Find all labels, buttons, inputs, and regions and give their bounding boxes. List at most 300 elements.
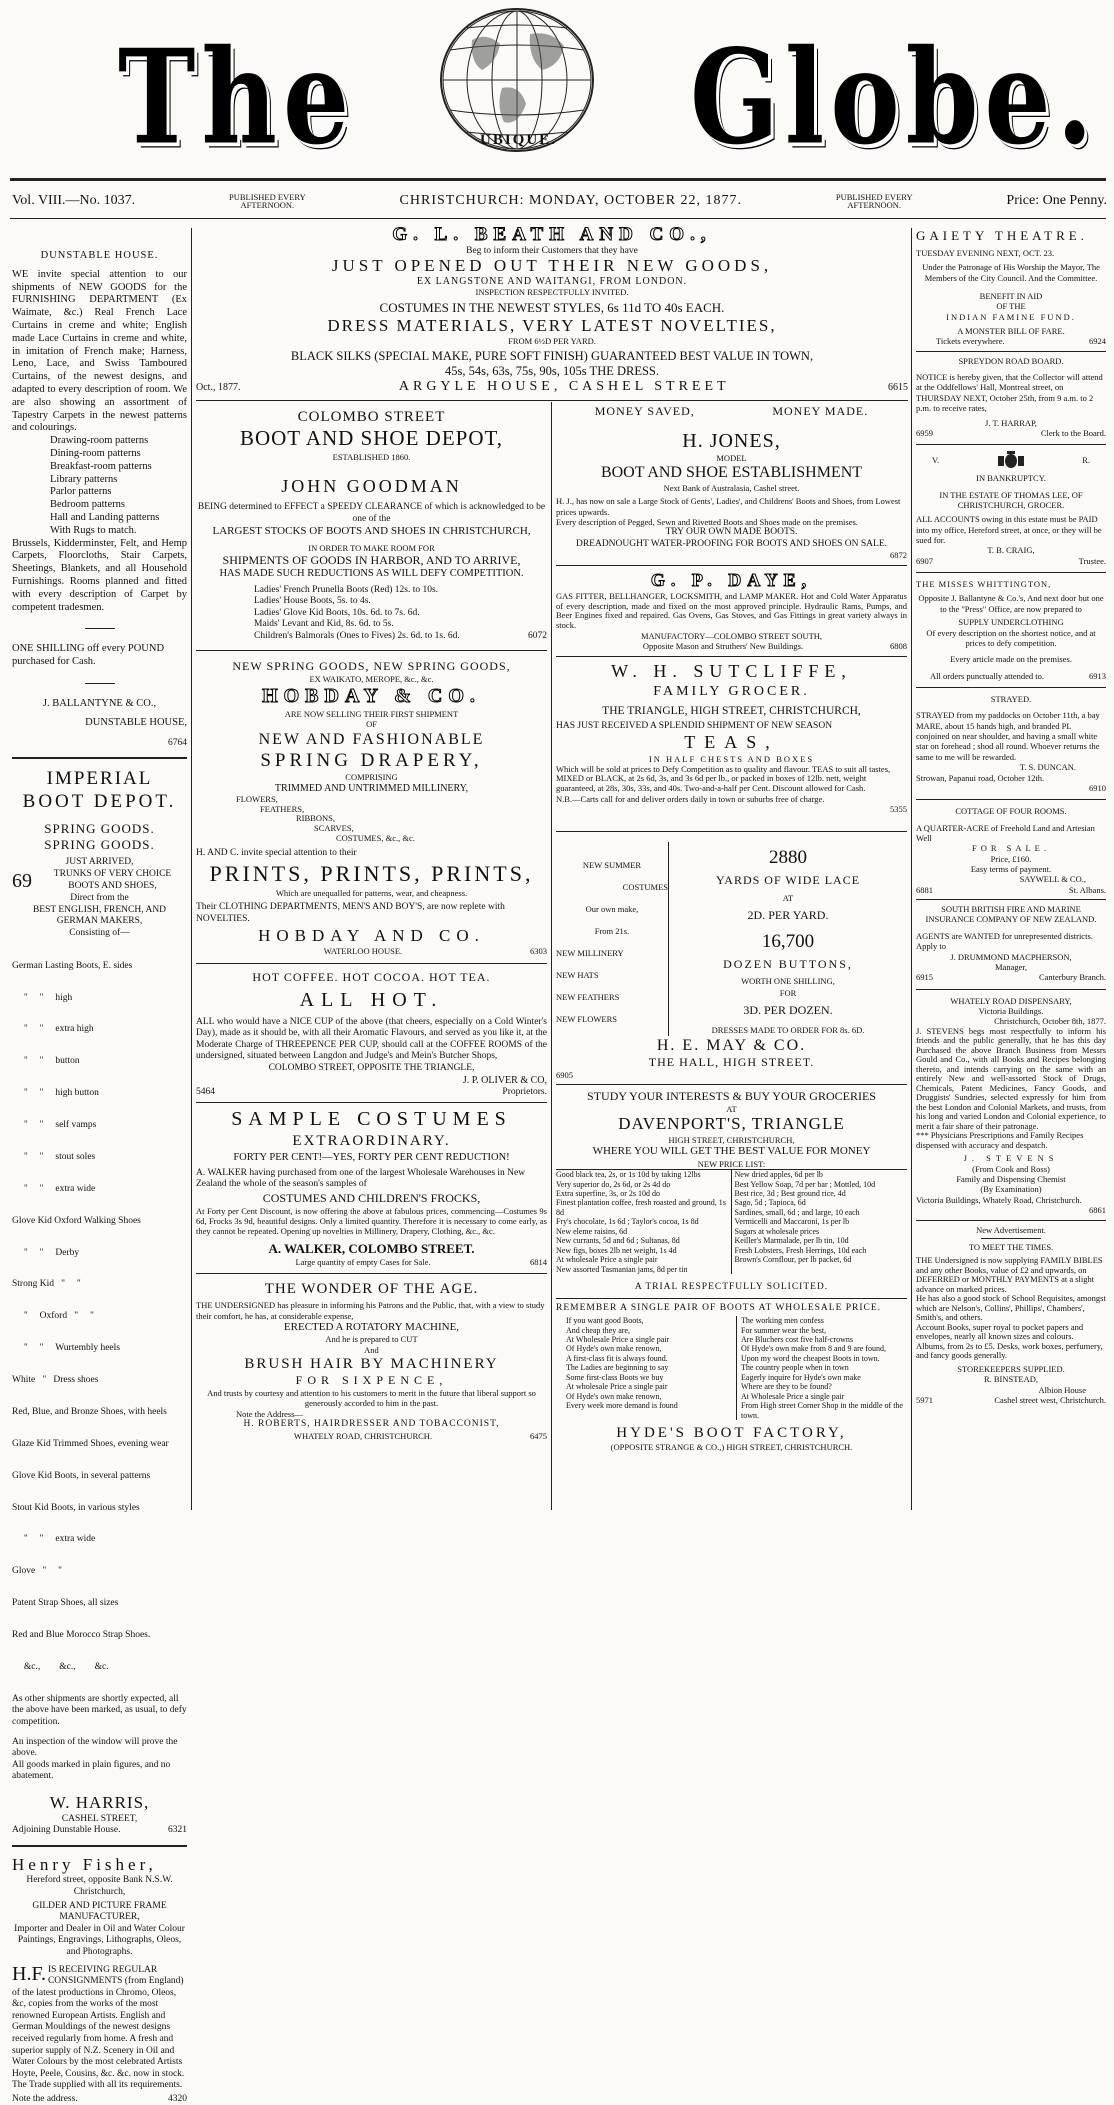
davenport-study: STUDY YOUR INTERESTS & BUY YOUR GROCERIES <box>587 1089 876 1104</box>
imperial-direct: Direct from the <box>70 893 129 904</box>
daye-opp: Opposite Mason and Struthers' New Buildings. <box>642 641 804 652</box>
list-item: Glove Kid Boots, in several patterns <box>12 1470 151 1481</box>
may-item: NEW MILLINERY <box>556 947 624 958</box>
oliver-role: Proprietors. <box>502 1086 547 1097</box>
oliver-body: ALL who would have a NICE CUP of the above (that cheers, especially on a Cold Winter's Day), made as it should be, with all their Aromatic Flavours, and served as you like it, at the Moderate Charge of THREEPENCE PER CUP, should call at the COFFEE ROOMS of the undersigned, situated between Langdon and Judge's and Mein's Butcher Shops, <box>196 1016 547 1062</box>
price-item: Fresh Lobsters, Fresh Herrings, 10d each <box>734 1245 867 1255</box>
price-item: Sardines, small, 6d ; and large, 10 each <box>734 1207 860 1217</box>
roberts-note: Note the Address— <box>236 1408 304 1419</box>
pattern-item: Library patterns <box>50 473 118 485</box>
gaiety-fund: INDIAN FAMINE FUND. <box>946 311 1076 322</box>
imperial-note: As other shipments are shortly expected, all the above have been marked, as usual, to defy competition. <box>12 1693 187 1727</box>
roberts-brush: BRUSH HAIR BY MACHINERY <box>244 1356 499 1372</box>
column-1 <box>12 228 187 2104</box>
beath-advertisement <box>196 224 908 400</box>
whittington-footer <box>916 671 1106 681</box>
beath-silks: BLACK SILKS (SPECIAL MAKE, PURE SOFT FINISH) GUARANTEED BEST VALUE IN TOWN, <box>290 349 814 363</box>
sutcliffe-body: Which will be sold at prices to Defy Competition as to quality and flavour. TEAS to suit all tastes, MIXED or BLACK, at 2s 6d, 3s, and 3s 6d per lb., or packed in boxes of 12lb. nett, weight guaranteed, at 28s, 30s, 33s, and 40s. Two-and-a-half per Cent. Discount allowed for Cash. <box>556 763 891 794</box>
gaiety-patronage: Under the Patronage of His Worship the Mayor, The Members of the City Council. And the Committee. <box>922 262 1100 283</box>
binstead-body-4: Albums, from 2s to £5. Desks, work boxes, perfumery, and fancy goods generally. <box>916 1340 1103 1361</box>
ad-ref: 6910 <box>1089 782 1106 793</box>
hobday-new: NEW AND FASHIONABLE <box>258 730 485 748</box>
goodman-name: JOHN GOODMAN <box>281 476 462 497</box>
strayed-heading: STRAYED. <box>990 694 1032 704</box>
gaiety-footer <box>916 336 1106 346</box>
beath-inspection: INSPECTION RESPECTFULLY INVITED. <box>475 287 629 297</box>
cottage-body: A QUARTER-ACRE of Freehold Land and Artesian Well <box>916 822 1095 843</box>
oliver-drinks: HOT COFFEE. HOT COCOA. HOT TEA. <box>252 969 491 984</box>
sutcliffe-teas: TEAS, <box>684 732 779 753</box>
section-rule <box>196 963 547 964</box>
hobday-of: OF <box>366 719 377 730</box>
ad-ref: 6321 <box>168 1825 187 1836</box>
stair-item: FEATHERS, <box>260 803 305 814</box>
list-item: Red and Blue Morocco Strap Shoes. <box>12 1630 151 1641</box>
poem-line: The Ladies are beginning to say <box>566 1363 669 1373</box>
price-item: Fry's chocolate, 1s 6d ; Taylor's cocoa, 1s 8d <box>556 1217 699 1227</box>
jones-dread: DREADNOUGHT WATER-PROOFING FOR BOOTS AND SHOES ON SALE. <box>575 538 888 549</box>
goodman-established: ESTABLISHED 1860. <box>332 451 411 462</box>
beath-dress: DRESS MATERIALS, VERY LATEST NOVELTIES, <box>327 316 777 335</box>
list-item: " " extra wide <box>12 1183 96 1194</box>
globe-icon <box>440 8 594 152</box>
price-item: Brown's Cornflour, per lb packet, 6d <box>734 1255 852 1265</box>
pattern-item: Bedroom patterns <box>50 499 125 511</box>
price-item: Extra superfine, 3s, or 2s 10d do <box>556 1189 660 1199</box>
goodman-made: HAS MADE SUCH REDUCTIONS AS WILL DEFY COMPETITION. <box>219 567 524 579</box>
cottage-addr: St. Albans. <box>1068 884 1106 895</box>
binstead-body-2: He has also a good stock of School Requisites, amongst which are Nelson's, Collins', Phillips', Chambers', Smith's, and others. <box>916 1293 1106 1323</box>
ad-ref: 6907 <box>916 555 933 566</box>
hyde-name: HYDE'S BOOT FACTORY, <box>616 1424 847 1441</box>
column-4 <box>916 228 1106 1508</box>
dunstable-patterns <box>12 435 187 537</box>
may-number-1: 2880 <box>769 846 807 868</box>
section-rule <box>916 799 1106 800</box>
fisher-receiving-block <box>12 1962 187 2092</box>
may-for: FOR <box>779 988 797 999</box>
section-rule <box>556 656 907 657</box>
stair-item: RIBBONS, <box>296 813 335 824</box>
ad-ref: 6072 <box>528 630 547 641</box>
column-rule <box>191 228 192 1510</box>
section-rule <box>916 899 1106 900</box>
may-item: NEW HATS <box>556 970 599 980</box>
fisher-heading: Henry Fisher, <box>12 1854 157 1874</box>
imperial-arrived: JUST ARRIVED, <box>65 857 134 868</box>
volume-number: Vol. VIII.—No. 1037. <box>12 193 136 208</box>
beath-date: Oct., 1877. <box>196 382 241 393</box>
oliver-footer <box>196 1087 547 1099</box>
may-item: From 21s. <box>594 925 630 936</box>
walker-body-2: At Forty per Cent Discount, is now offering the above at fabulous prices, commencing—Costumes 9s 6d, Frocks 3s 9d, beautiful designs. Only a limited quantity. Therefore it is necessary to come early, as they cannot be repeated. Opening up novelties in Millinery, Drapery, Clothing, &c., &c. <box>196 1205 547 1237</box>
spreydon-footer <box>916 428 1106 438</box>
imperial-heading-1: IMPERIAL <box>46 768 153 790</box>
poem-line: Eagerly inquire for Hyde's own make <box>741 1372 861 1382</box>
beath-prices: 45s, 54s, 63s, 75s, 90s, 105s THE DRESS. <box>444 364 660 378</box>
bankruptcy-r: R. <box>1082 455 1090 466</box>
price-item: Best Yellow Soap, 7d per bar ; Mottled, 10d <box>734 1179 876 1189</box>
goodman-colombo: COLOMBO STREET <box>297 409 446 425</box>
imperial-items <box>12 939 187 1693</box>
pattern-item: Parlor patterns <box>50 486 112 498</box>
section-rule <box>916 444 1106 445</box>
royal-crest-icon <box>994 451 1028 469</box>
jones-saved: MONEY SAVED, <box>594 404 695 418</box>
sutcliffe-nb: N.B.—Carts call for and deliver orders daily in town or suburbs free of charge. <box>556 793 825 804</box>
may-at: AT <box>782 893 794 904</box>
list-item-row <box>254 631 547 643</box>
section-rule <box>12 757 187 759</box>
dunstable-discount: ONE SHILLING off every POUND purchased for Cash. <box>12 643 165 668</box>
jones-name: H. JONES, <box>682 429 781 452</box>
spreydon-body: NOTICE is hereby given, that the Collector will attend at the Oddfellows' Hall, Montreal street, on THURSDAY NEXT, October 25th, from 9 a.m. to 2 p.m. to receive rates, <box>916 372 1103 414</box>
price-item: New currants, 5d and 6d ; Sultanas, 8d <box>556 1236 680 1246</box>
ad-ref: 6814 <box>529 1256 547 1267</box>
oliver-address: COLOMBO STREET, OPPOSITE THE TRIANGLE, <box>268 1062 475 1073</box>
may-left-list <box>556 842 669 1036</box>
published-note-right: PUBLISHED EVERY AFTERNOON. <box>835 191 913 210</box>
may-item: Our own make, <box>585 903 639 914</box>
binstead-body-3: Account Books, super royal to pocket papers and envelopes, nearly all known sizes and colours. <box>916 1321 1084 1342</box>
section-rule <box>916 572 1106 573</box>
spreydon-role: Clerk to the Board. <box>1040 427 1106 438</box>
goodman-items <box>196 585 547 643</box>
strayed-addr: Strowan, Papanui road, October 12th. <box>916 772 1045 783</box>
bankruptcy-v: V. <box>932 455 940 466</box>
ad-ref: 6615 <box>888 382 908 393</box>
ad-ref: 6959 <box>916 427 933 438</box>
beath-intro: Beg to inform their Customers that they have <box>466 246 638 256</box>
price-item: At wholesale Price a single pair <box>556 1255 658 1265</box>
walker-forty: FORTY PER CENT!—YES, FORTY PER CENT REDUCTION! <box>233 1151 510 1163</box>
may-hall: THE HALL, HIGH STREET. <box>648 1055 815 1070</box>
hyde-remember: REMEMBER A SINGLE PAIR OF BOOTS AT WHOLESALE PRICE. <box>556 1302 882 1313</box>
whittington-body-2: Of every description on the shortest notice, and at prices to defy competition. <box>926 627 1096 648</box>
poem-line: And cheap they are, <box>566 1325 630 1335</box>
section-rule <box>916 989 1106 990</box>
section-rule <box>556 1298 907 1299</box>
imperial-note-2: An inspection of the window will prove the above. <box>12 1736 178 1759</box>
sutcliffe-received: HAS JUST RECEIVED A SPLENDID SHIPMENT OF NEW SEASON <box>556 720 833 731</box>
bankruptcy-signer: T. B. CRAIG, <box>987 545 1035 556</box>
list-item: " Oxford " " <box>12 1311 94 1322</box>
poem-line: A first-class fit is always found. <box>566 1353 668 1363</box>
dateline-bar <box>12 190 1107 212</box>
ad-ref: 6915 <box>916 972 933 983</box>
spreydon-heading: SPREYDON ROAD BOARD. <box>958 355 1064 366</box>
list-item: " " extra high <box>12 1024 94 1035</box>
daye-footer <box>556 641 907 651</box>
british-body: AGENTS are WANTED for unrepresented districts. Apply to <box>916 930 1093 952</box>
binstead-heading: TO MEET THE TIMES. <box>968 1241 1054 1252</box>
roberts-trusts: And trusts by courtesy and attention to his customers to merit in the future that liberal support so generously accorded to him in the past. <box>207 1387 536 1409</box>
list-item: &c., &c., &c. <box>12 1661 109 1672</box>
section-rule <box>196 1102 547 1103</box>
column-rule <box>551 402 552 1510</box>
bankruptcy-estate: IN THE ESTATE OF THOMAS LEE, OF CHRISTCHURCH, GROCER. <box>939 489 1083 510</box>
binstead-footer <box>916 1395 1106 1405</box>
list-item: " " extra wide <box>12 1534 96 1545</box>
may-yards: YARDS OF WIDE LACE <box>715 872 861 887</box>
dunstable-heading: DUNSTABLE HOUSE. <box>40 250 159 261</box>
trunks-text: TRUNKS OF VERY CHOICE BOOTS AND SHOES, <box>53 869 172 891</box>
goodman-body: BEING determined to EFFECT a SPEEDY CLEARANCE of which is acknowledged to be one of the <box>197 502 546 524</box>
beath-footer <box>196 379 908 395</box>
ad-ref: 5971 <box>916 1395 933 1406</box>
harris-signer: W. HARRIS, <box>49 1792 150 1812</box>
list-item: Ladies' House Boots, 5s. to 4s. <box>254 596 371 607</box>
stevens-exam: (By Examination) <box>980 1184 1042 1195</box>
gaiety-date: TUESDAY EVENING NEXT, OCT. 23. <box>916 247 1055 258</box>
trunks-count: 69 <box>12 869 32 892</box>
dateline: CHRISTCHURCH: MONDAY, OCTOBER 22, 1877. <box>399 193 743 208</box>
list-item: Strong Kid " " <box>12 1279 81 1290</box>
list-item: " " high <box>12 992 73 1003</box>
divider <box>85 628 115 629</box>
walker-cases: Large quantity of empty Cases for Sale. <box>295 1256 431 1267</box>
may-item: NEW FEATHERS <box>556 992 620 1003</box>
poem-line: The country people when in town <box>741 1363 849 1373</box>
list-item: " " stout soles <box>12 1151 96 1162</box>
walker-footer <box>196 1257 547 1267</box>
beath-costumes: COSTUMES IN THE NEWEST STYLES, 6s 11d TO 40s EACH. <box>379 300 725 315</box>
imperial-consisting: Consisting of— <box>69 927 130 938</box>
whittington-supply: SUPPLY UNDERCLOTHING <box>958 617 1064 628</box>
ad-ref: 6872 <box>890 550 907 561</box>
may-item: NEW SUMMER <box>582 859 642 870</box>
column-2 <box>196 404 547 1508</box>
pattern-item: Drawing-room patterns <box>50 435 149 447</box>
price-item: New figs, boxes 2lb net weight, 1s 4d <box>556 1245 677 1255</box>
list-item: " " self vamps <box>12 1120 97 1131</box>
bankruptcy-footer <box>916 556 1106 566</box>
stevens-role: Family and Dispensing Chemist <box>956 1174 1066 1185</box>
may-item: COSTUMES <box>622 881 668 892</box>
hobday-trimmed: TRIMMED AND UNTRIMMED MILLINERY, <box>274 782 469 794</box>
beath-address: ARGYLE HOUSE, CASHEL STREET <box>398 379 730 394</box>
davenport-list: NEW PRICE LIST: <box>697 1158 766 1169</box>
may-dresses: DRESSES MADE TO ORDER FOR 8s. 6D. <box>711 1025 865 1036</box>
stair-item: FLOWERS, <box>236 793 278 804</box>
ad-ref: 6913 <box>1089 670 1106 681</box>
poem-line: Are Bluchers cost five half-crowns <box>741 1335 853 1344</box>
pattern-item: With Rugs to match. <box>50 524 137 536</box>
roberts-body: THE UNDERSIGNED has pleasure in informing his Patrons and the Public, that, with a view to study their comfort, he has, at considerable expense, <box>196 1300 545 1321</box>
walker-frocks: COSTUMES AND CHILDREN'S FROCKS, <box>262 1190 481 1205</box>
price-item: Vermicelli and Maccaroni, 1s per lb <box>734 1217 850 1227</box>
roberts-addr: WHATELY ROAD, CHRISTCHURCH. <box>293 1430 433 1441</box>
poem-line: Of Hyde's own make from 8 and 9 are found, <box>741 1344 886 1354</box>
hobday-selling: ARE NOW SELLING THEIR FIRST SHIPMENT <box>284 708 459 719</box>
imperial-note-3: All goods marked in plain figures, and no abatement. <box>12 1759 171 1782</box>
hyde-right <box>737 1316 907 1420</box>
price-item: Sugars at wholesale prices <box>734 1226 820 1236</box>
stair-item: SCARVES, <box>314 823 354 834</box>
walker-sample: SAMPLE COSTUMES <box>231 1108 512 1131</box>
ad-ref: 5464 <box>196 1086 215 1097</box>
list-item: " " Wurtembly heels <box>12 1343 120 1354</box>
list-item: Ladies' French Prunella Boots (Red) 12s. to 10s. <box>254 584 439 595</box>
bankruptcy-crest-row <box>916 451 1106 469</box>
ad-ref: 4320 <box>168 2093 187 2104</box>
price-item: Very superior do, 2s 6d, or 2s 4d do <box>556 1179 671 1189</box>
imperial-heading-2: BOOT DEPOT. <box>22 791 177 813</box>
hobday-comprising: COMPRISING <box>345 772 398 783</box>
section-rule <box>556 565 907 566</box>
binstead-body: THE Undersigned is now supplying FAMILY BIBLES and any other Books, value of £2 and upwards, on DEFERRED or MONTHLY PAYMENTS at a slight advance on marked prices. <box>916 1255 1103 1294</box>
british-heading: SOUTH BRITISH FIRE AND MARINE INSURANCE COMPANY OF NEW ZEALAND. <box>925 904 1097 925</box>
cottage-terms: Easy terms of payment. <box>970 864 1052 875</box>
roberts-footer <box>196 1431 547 1441</box>
goodman-largest: LARGEST STOCKS OF BOOTS AND SHOES IN CHRISTCHURCH, <box>212 525 531 538</box>
british-branch: Canterbury Branch. <box>1038 972 1106 983</box>
ad-ref: 6808 <box>889 641 907 652</box>
price-item: Best rice, 3d ; Best ground rice, 4d <box>734 1189 846 1199</box>
stevens-building: Victoria Buildings. <box>978 1005 1044 1016</box>
hobday-sig: HOBDAY AND CO. <box>258 925 485 945</box>
sutcliffe-addr: THE TRIANGLE, HIGH STREET, CHRISTCHURCH, <box>602 704 861 717</box>
poem-line: Of Hyde's own make renown, <box>566 1391 662 1401</box>
cottage-heading: COTTAGE OF FOUR ROOMS. <box>955 806 1067 817</box>
oliver-allhot: ALL HOT. <box>299 989 444 1012</box>
binstead-signer: R. BINSTEAD, <box>983 1374 1039 1385</box>
masthead-rule-bottom <box>10 218 1106 219</box>
column-3 <box>556 404 907 1508</box>
davenport-price-list <box>556 1169 907 1274</box>
ad-ref: 6764 <box>168 737 187 748</box>
section-rule <box>196 1273 547 1274</box>
fisher-address: Hereford street, opposite Bank N.S.W. Christchurch, <box>26 1875 173 1898</box>
may-item: NEW FLOWERS <box>556 1014 617 1025</box>
list-item: Glove " " <box>12 1566 62 1577</box>
section-rule <box>916 687 1106 688</box>
cottage-signer: SAYWELL & CO., <box>1019 874 1086 885</box>
whittington-every: Every article made on the premises. <box>950 654 1072 665</box>
price-item: New assorted Tasmanian jams, 8d per tin <box>556 1264 688 1274</box>
may-worth: WORTH ONE SHILLING, <box>741 976 835 987</box>
cottage-sale: FOR SALE. <box>971 843 1051 854</box>
roberts-prepared: And he is prepared to CUT <box>325 1334 418 1345</box>
sutcliffe-grocer: FAMILY GROCER. <box>653 683 810 699</box>
ad-ref: 6924 <box>1089 336 1106 347</box>
bankruptcy-body: ALL ACCOUNTS owing in this estate must be PAID into my office, Hereford street, at once, or they will be sued for. <box>916 514 1102 546</box>
harris-address-2: Adjoining Dunstable House. <box>12 1825 121 1836</box>
jones-model: MODEL <box>716 453 747 464</box>
list-item: Glove Kid Oxford Walking Shoes <box>12 1215 141 1226</box>
price-item: Keiller's Marmalade, per lb tin, 10d <box>734 1236 849 1246</box>
hobday-invite: H. AND C. invite special attention to their <box>196 847 357 858</box>
goodman-depot: BOOT AND SHOE DEPOT, <box>239 426 504 451</box>
beath-opened: JUST OPENED OUT THEIR NEW GOODS, <box>331 256 773 275</box>
section-rule <box>12 1845 187 1847</box>
may-name: H. E. MAY & CO. <box>656 1036 807 1054</box>
davenport-trial: A TRIAL RESPECTFULLY SOLICITED. <box>634 1281 829 1292</box>
may-number-2: 16,700 <box>761 931 815 953</box>
poem-line: From High street Corner Shop in the middle of the town. <box>741 1401 903 1420</box>
section-rule <box>916 351 1106 352</box>
hyde-poem <box>556 1316 907 1420</box>
daye-heading: G. P. DAYE, <box>650 569 813 590</box>
stevens-physicians: *** Physicians Prescriptions and Family Recipes dispensed with accuracy and despatch. <box>916 1130 1084 1150</box>
fisher-importer: Importer and Dealer in Oil and Water Colour Paintings, Engravings, Lithographs, Oleos, and Photographs. <box>14 1923 185 1957</box>
sutcliffe-heading: W. H. SUTCLIFFE, <box>611 660 852 681</box>
may-right <box>669 842 907 1036</box>
may-advertisement <box>556 842 907 1036</box>
whittington-orders: All orders punctually attended to. <box>930 670 1045 681</box>
price: Price: One Penny. <box>1006 193 1107 208</box>
list-item: Stout Kid Boots, in various styles <box>12 1502 140 1513</box>
section-rule <box>556 831 907 832</box>
masthead-title-left: The <box>118 20 356 174</box>
beath-heading: G. L. BEATH AND CO., <box>392 224 712 245</box>
binstead-new-advertisement: New Advertisement. <box>976 1224 1046 1235</box>
stevens-body: J. STEVENS begs most respectfully to inform his friends and the public generally, that he has this day Purchased the above Branch Business from Messrs Gould and Co., with all Books and Recipes belonging thereto, and intends carrying on the same with an entirely New and well-assorted Stock of Drugs, Chemicals, Patent Medicines, Fancy Goods, and Druggists' Sundries, selected expressly for him from the best London and Colonial Markets, and trusts, from his long and varied London and Colonial experience, to merit a fair share of their patronage. <box>916 1025 1106 1131</box>
daye-factory: MANUFACTORY—COLOMBO STREET SOUTH, <box>640 630 823 641</box>
hobday-clothing: Their CLOTHING DEPARTMENTS, MEN'S AND BOY'S, are now replete with NOVELTIES. <box>196 902 505 924</box>
hobday-prints: PRINTS, PRINTS, PRINTS, <box>209 861 534 887</box>
stevens-heading: WHATELY ROAD DISPENSARY, <box>950 995 1072 1006</box>
fisher-monogram: H.F. <box>12 1962 46 1985</box>
imperial-spring-2: SPRING GOODS. <box>44 837 155 853</box>
poem-line: The working men confess <box>741 1316 824 1326</box>
hobday-spring: NEW SPRING GOODS, NEW SPRING GOODS, <box>232 659 511 674</box>
may-price-1: 2D. PER YARD. <box>747 907 829 922</box>
may-buttons: DOZEN BUTTONS, <box>723 957 853 972</box>
davenport-left <box>556 1170 732 1274</box>
masthead-motto: UBIQUE. <box>480 132 557 148</box>
strayed-body: STRAYED from my paddocks on October 11th, a bay MARE, about 15 hands high, and branded PL conjoined on near shoulder, and having a small white star on forehead ; shod all round. Whoever returns the same to me will be rewarded. <box>916 710 1100 762</box>
poem-line: For summer wear the best, <box>741 1325 827 1335</box>
spreydon-signer: J. T. HARRAP, <box>985 417 1037 428</box>
stevens-date: Christchurch, October 8th, 1877. <box>994 1016 1106 1027</box>
hobday-drapery: SPRING DRAPERY, <box>260 750 483 772</box>
hobday-ex: EX WAIKATO, MEROPE, &c., &c. <box>309 674 434 685</box>
beath-from: FROM 6½D PER YARD. <box>508 336 596 346</box>
jones-try: TRY OUR OWN MADE BOOTS. <box>665 527 798 538</box>
whittington-heading: THE MISSES WHITTINGTON, <box>916 579 1052 590</box>
pattern-item: Hall and Landing patterns <box>50 511 160 523</box>
sutcliffe-chests: IN HALF CHESTS AND BOXES <box>648 754 815 765</box>
poem-line: Upon my word the cheapest Boots in town. <box>741 1353 880 1363</box>
davenport-name: DAVENPORT'S, TRIANGLE <box>618 1114 845 1134</box>
cottage-price: Price, £160. <box>990 853 1032 864</box>
ad-ref: 5355 <box>890 804 907 815</box>
poem-line: Every week more demand is found <box>566 1401 678 1411</box>
may-price-2: 3D. PER DOZEN. <box>743 1002 833 1017</box>
hyde-left <box>556 1316 737 1420</box>
divider <box>981 1238 1041 1239</box>
bankruptcy-heading: IN BANKRUPTCY. <box>976 473 1046 484</box>
roberts-heading: THE WONDER OF THE AGE. <box>264 1280 479 1297</box>
imperial-makers: BEST ENGLISH, FRENCH, AND GERMAN MAKERS, <box>32 904 167 927</box>
gaiety-bill: A MONSTER BILL OF FARE. <box>957 326 1065 337</box>
masthead-title-right: Globe. <box>690 20 1099 174</box>
gaiety-of: OF THE <box>996 301 1026 312</box>
poem-line: Of Hyde's own make renown, <box>566 1344 662 1354</box>
list-item: Patent Strap Shoes, all sizes <box>12 1598 119 1609</box>
hobday-stair <box>196 795 547 844</box>
pattern-item: Breakfast-room patterns <box>50 460 152 472</box>
ad-ref: 6303 <box>529 946 547 957</box>
davenport-at: AT <box>726 1103 737 1114</box>
poem-line: At wholesale Price a single pair <box>566 1382 668 1392</box>
jones-body: H. J., has now on sale a Large Stock of Gents', Ladies', and Childrens' Boots and Shoes, from Lowest prices upwards. <box>556 496 901 517</box>
dunstable-address: DUNSTABLE HOUSE, <box>85 716 187 728</box>
hobday-house: WATERLOO HOUSE. <box>323 946 403 957</box>
stevens-from: (From Cook and Ross) <box>972 1163 1050 1174</box>
list-item: " " high button <box>12 1088 99 1099</box>
